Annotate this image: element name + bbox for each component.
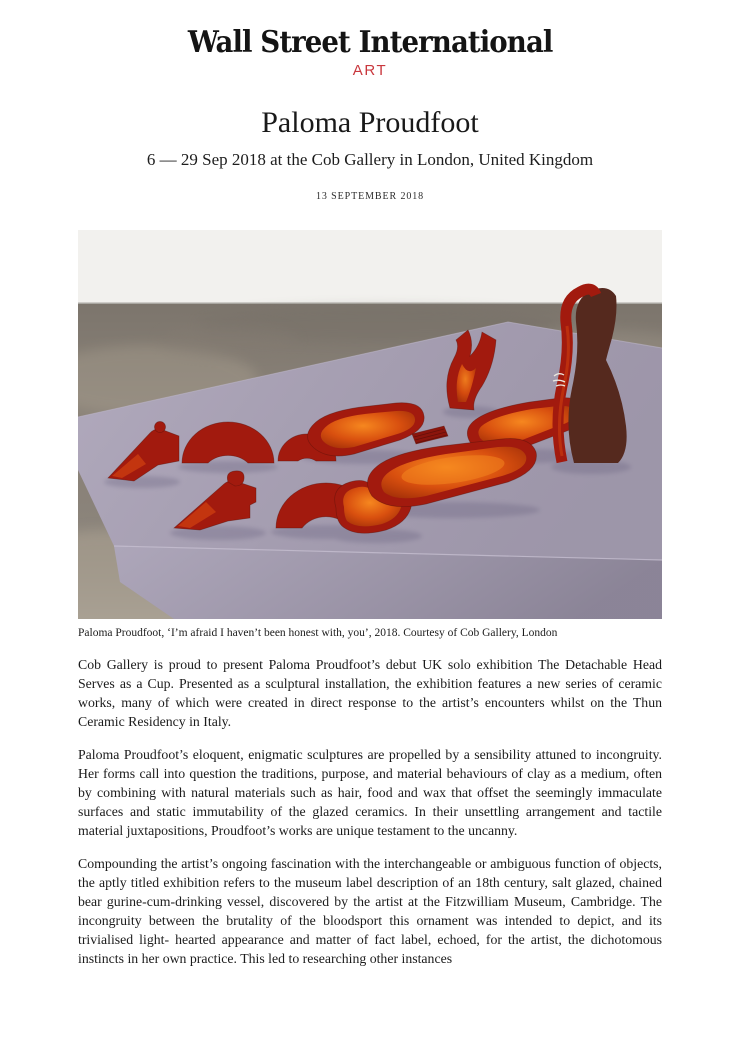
exhibition-dates-venue: 6 — 29 Sep 2018 at the Cob Gallery in London, United Kingdom <box>146 150 594 169</box>
masthead-section-link[interactable]: ART <box>352 62 388 79</box>
article-figure <box>78 230 662 639</box>
artwork-photo <box>78 230 662 619</box>
article-body <box>78 655 662 968</box>
paragraph: Compounding the artist’s ongoing fascination with the interchangeable or ambiguous function of objects, the aptly titled exhibition refers to the museum label description of an 18th century, salt glazed, chained bear gurine-cum-drinking vessel, discovered by the artist at the Fitzwilliam Museum, Cambridge. The incongruity between the brutality of the bloodsport this ornament was intended to depict, and its trivialised light- hearted appearance and matter of fact label, echoed, for the artist, the dichotomous instincts in her own practice. This led to researching other instances <box>78 856 662 966</box>
paragraph: Cob Gallery is proud to present Paloma Proudfoot’s debut UK solo exhibition The Detachable Head Serves as a Cup. Presented as a sculptural installation, the exhibition features a new series of ceramic works, many of which were created in direct response to the artist’s encounters whilst on the Thun Ceramic Residency in Italy. <box>78 657 662 729</box>
publication-date: 13 SEPTEMBER 2018 <box>315 191 425 202</box>
figure-caption: Paloma Proudfoot, ‘I’m afraid I haven’t been honest with, you’, 2018. Courtesy of Cob Gallery, London <box>78 627 558 639</box>
masthead <box>0 0 740 79</box>
article-header <box>78 106 662 202</box>
paragraph: Paloma Proudfoot’s eloquent, enigmatic sculptures are propelled by a sensibility attuned to incongruity. Her forms call into question the traditions, purpose, and material behaviours of clay as a medium, often by combining with natural materials such as hair, food and wax that offset the seemingly immaculate surfaces and static immutability of the glazed ceramics. In their unsettling arrangement and tactile material juxtapositions, Proudfoot’s works are unique testament to the uncanny. <box>78 747 662 838</box>
masthead-logo[interactable]: Wall Street International <box>187 25 553 60</box>
page-title: Paloma Proudfoot <box>261 106 479 139</box>
